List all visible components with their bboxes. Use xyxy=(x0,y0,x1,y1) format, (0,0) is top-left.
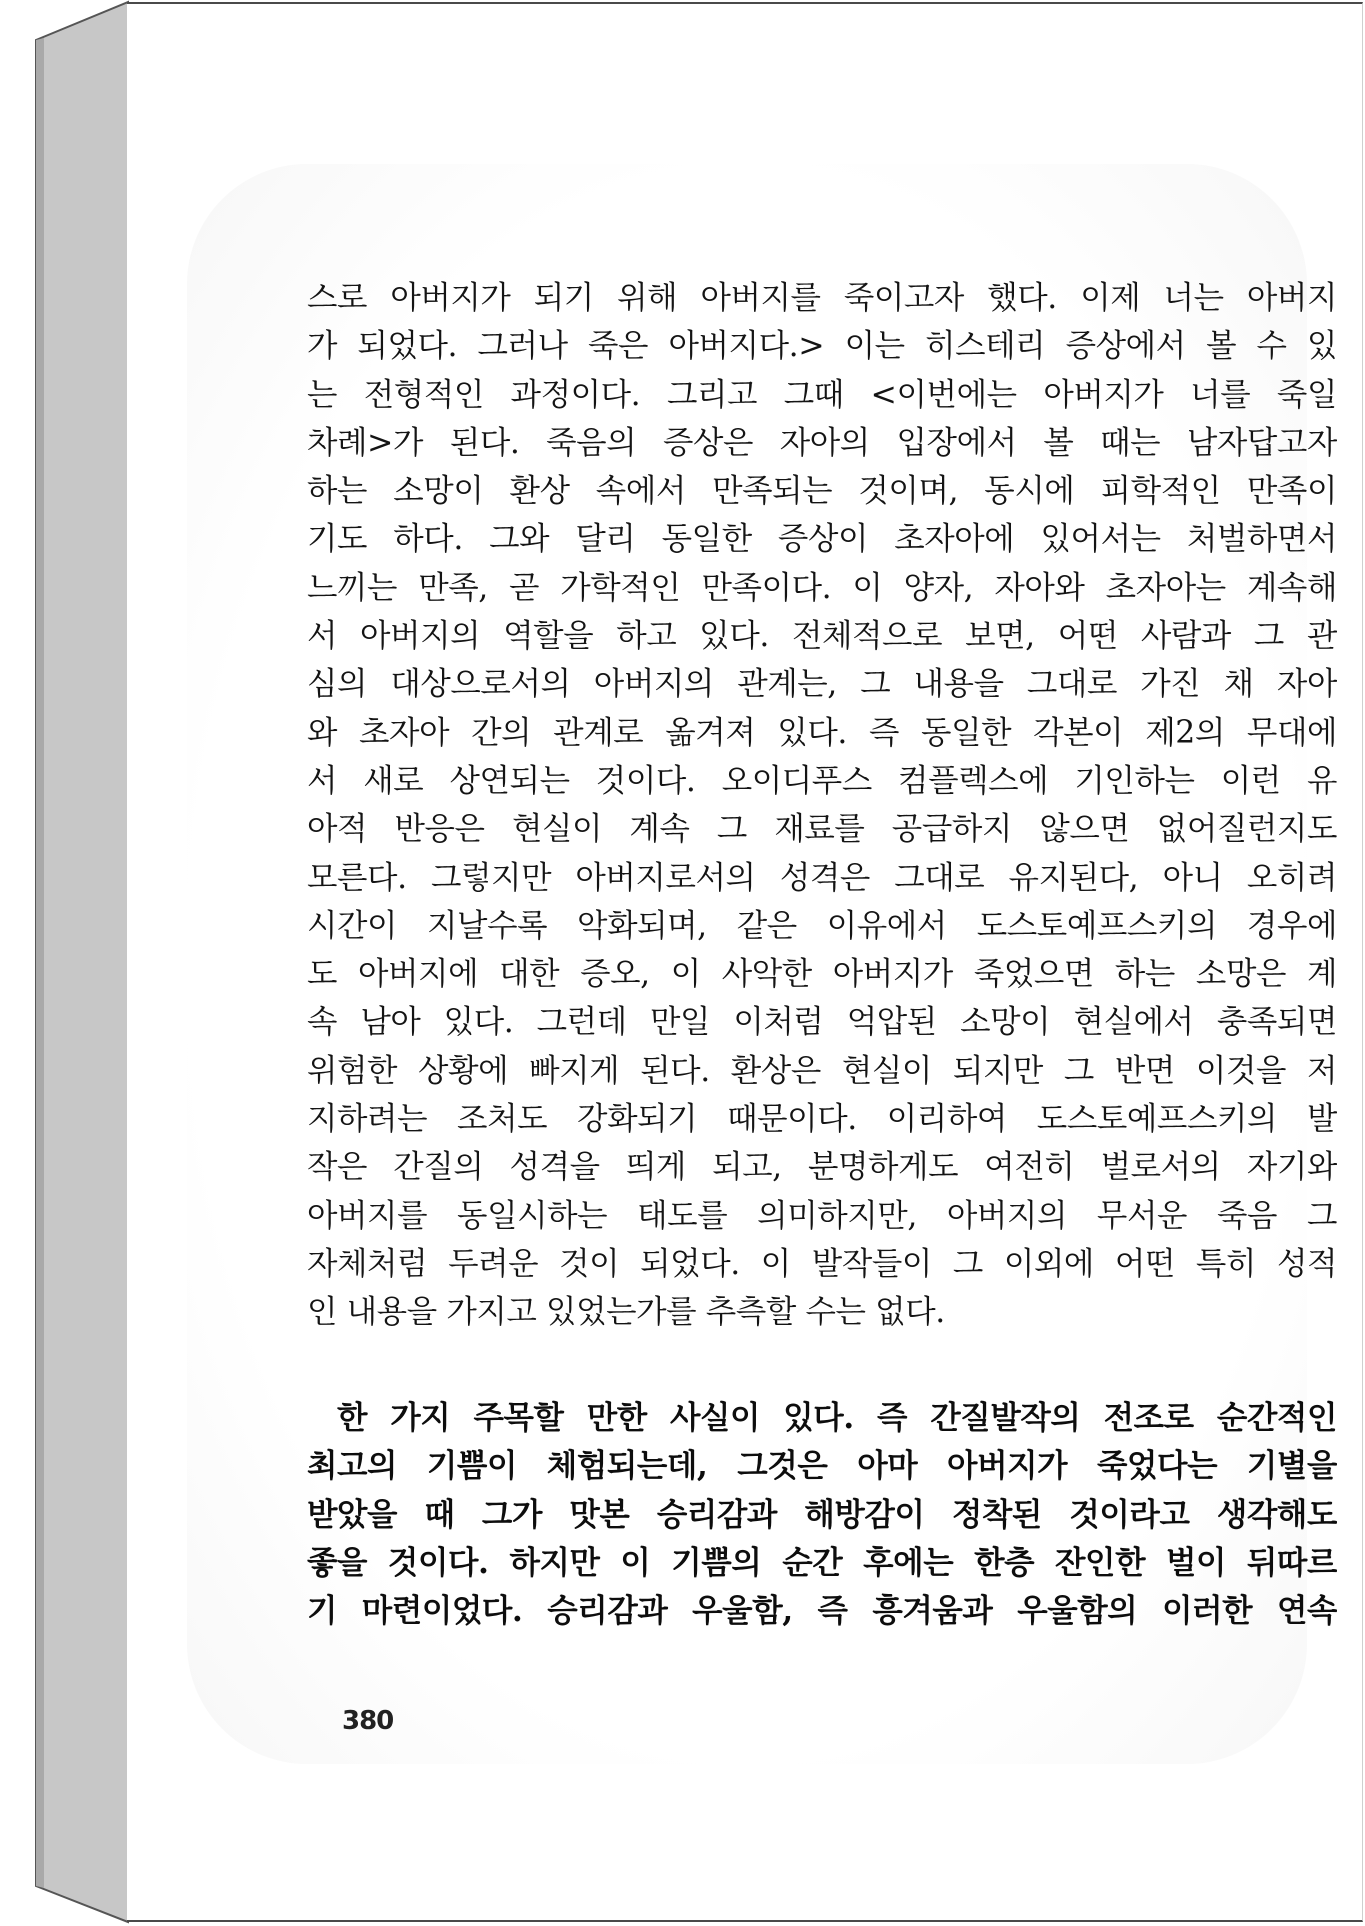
book-page xyxy=(127,2,1363,1922)
text-line: 모른다. 그렇지만 아버지로서의 성격은 그대로 유지된다, 아니 오히려 xyxy=(307,859,1337,896)
text-line: 가 되었다. 그러나 죽은 아버지다.> 이는 히스테리 증상에서 볼 수 있 xyxy=(307,328,1337,365)
bold-text-line: 좋을 것이다. 하지만 이 기쁨의 순간 후에는 한층 잔인한 벌이 뒤따르 xyxy=(307,1543,1337,1581)
body-text xyxy=(307,274,1337,1337)
text-line: 서 아버지의 역할을 하고 있다. 전체적으로 보면, 어떤 사람과 그 관 xyxy=(307,618,1337,655)
text-line: 기도 하다. 그와 달리 동일한 증상이 초자아에 있어서는 처벌하면서 xyxy=(307,521,1337,558)
text-line: 심의 대상으로서의 아버지의 관계는, 그 내용을 그대로 가진 채 자아 xyxy=(307,666,1337,703)
text-line: 느끼는 만족, 곧 가학적인 만족이다. 이 양자, 자아와 초자아는 계속해 xyxy=(307,569,1337,606)
text-line: 지하려는 조처도 강화되기 때문이다. 이리하여 도스토예프스키의 발 xyxy=(307,1101,1337,1138)
text-line: 아적 반응은 현실이 계속 그 재료를 공급하지 않으면 없어질런지도 xyxy=(307,811,1337,848)
bold-text-line: 기 마련이었다. 승리감과 우울함, 즉 흥겨움과 우울함의 이러한 연속 xyxy=(307,1592,1337,1630)
text-line: 작은 간질의 성격을 띄게 되고, 분명하게도 여전히 벌로서의 자기와 xyxy=(307,1149,1337,1186)
text-line: 속 남아 있다. 그런데 만일 이처럼 억압된 소망이 현실에서 충족되면 xyxy=(307,1004,1337,1041)
text-line: 서 새로 상연되는 것이다. 오이디푸스 컴플렉스에 기인하는 이런 유 xyxy=(307,762,1337,799)
text-line: 차례>가 된다. 죽음의 증상은 자아의 입장에서 볼 때는 남자답고자 xyxy=(307,424,1337,461)
text-line: 하는 소망이 환상 속에서 만족되는 것이며, 동시에 피학적인 만족이 xyxy=(307,473,1337,510)
text-line: 와 초자아 간의 관계로 옮겨져 있다. 즉 동일한 각본이 제2의 무대에 xyxy=(307,714,1337,751)
text-line: 아버지를 동일시하는 태도를 의미하지만, 아버지의 무서운 죽음 그 xyxy=(307,1197,1337,1234)
text-line: 스로 아버지가 되기 위해 아버지를 죽이고자 했다. 이제 너는 아버지 xyxy=(307,280,1337,316)
bold-text-line: 최고의 기쁨이 체험되는데, 그것은 아마 아버지가 죽었다는 기별을 xyxy=(307,1447,1337,1485)
bold-paragraph xyxy=(307,1394,1337,1635)
bold-text-line: 한 가지 주목할 만한 사실이 있다. 즉 간질발작의 전조로 순간적인 xyxy=(337,1399,1337,1436)
bold-text-line: 받았을 때 그가 맛본 승리감과 해방감이 정착된 것이라고 생각해도 xyxy=(307,1495,1337,1533)
page-number: 380 xyxy=(342,1706,394,1736)
text-line: 인 내용을 가지고 있었는가를 추측할 수는 없다. xyxy=(307,1294,945,1331)
text-line: 는 전형적인 과정이다. 그리고 그때 <이번에는 아버지가 너를 죽일 xyxy=(307,376,1337,413)
book-spine xyxy=(0,0,140,1926)
text-line: 자체처럼 두려운 것이 되었다. 이 발작들이 그 이외에 어떤 특히 성적 xyxy=(307,1245,1337,1282)
text-line: 시간이 지날수록 악화되며, 같은 이유에서 도스토예프스키의 경우에 xyxy=(307,907,1337,944)
text-line: 도 아버지에 대한 증오, 이 사악한 아버지가 죽었으면 하는 소망은 계 xyxy=(307,956,1337,993)
text-line: 위험한 상황에 빠지게 된다. 환상은 현실이 되지만 그 반면 이것을 저 xyxy=(307,1052,1337,1089)
